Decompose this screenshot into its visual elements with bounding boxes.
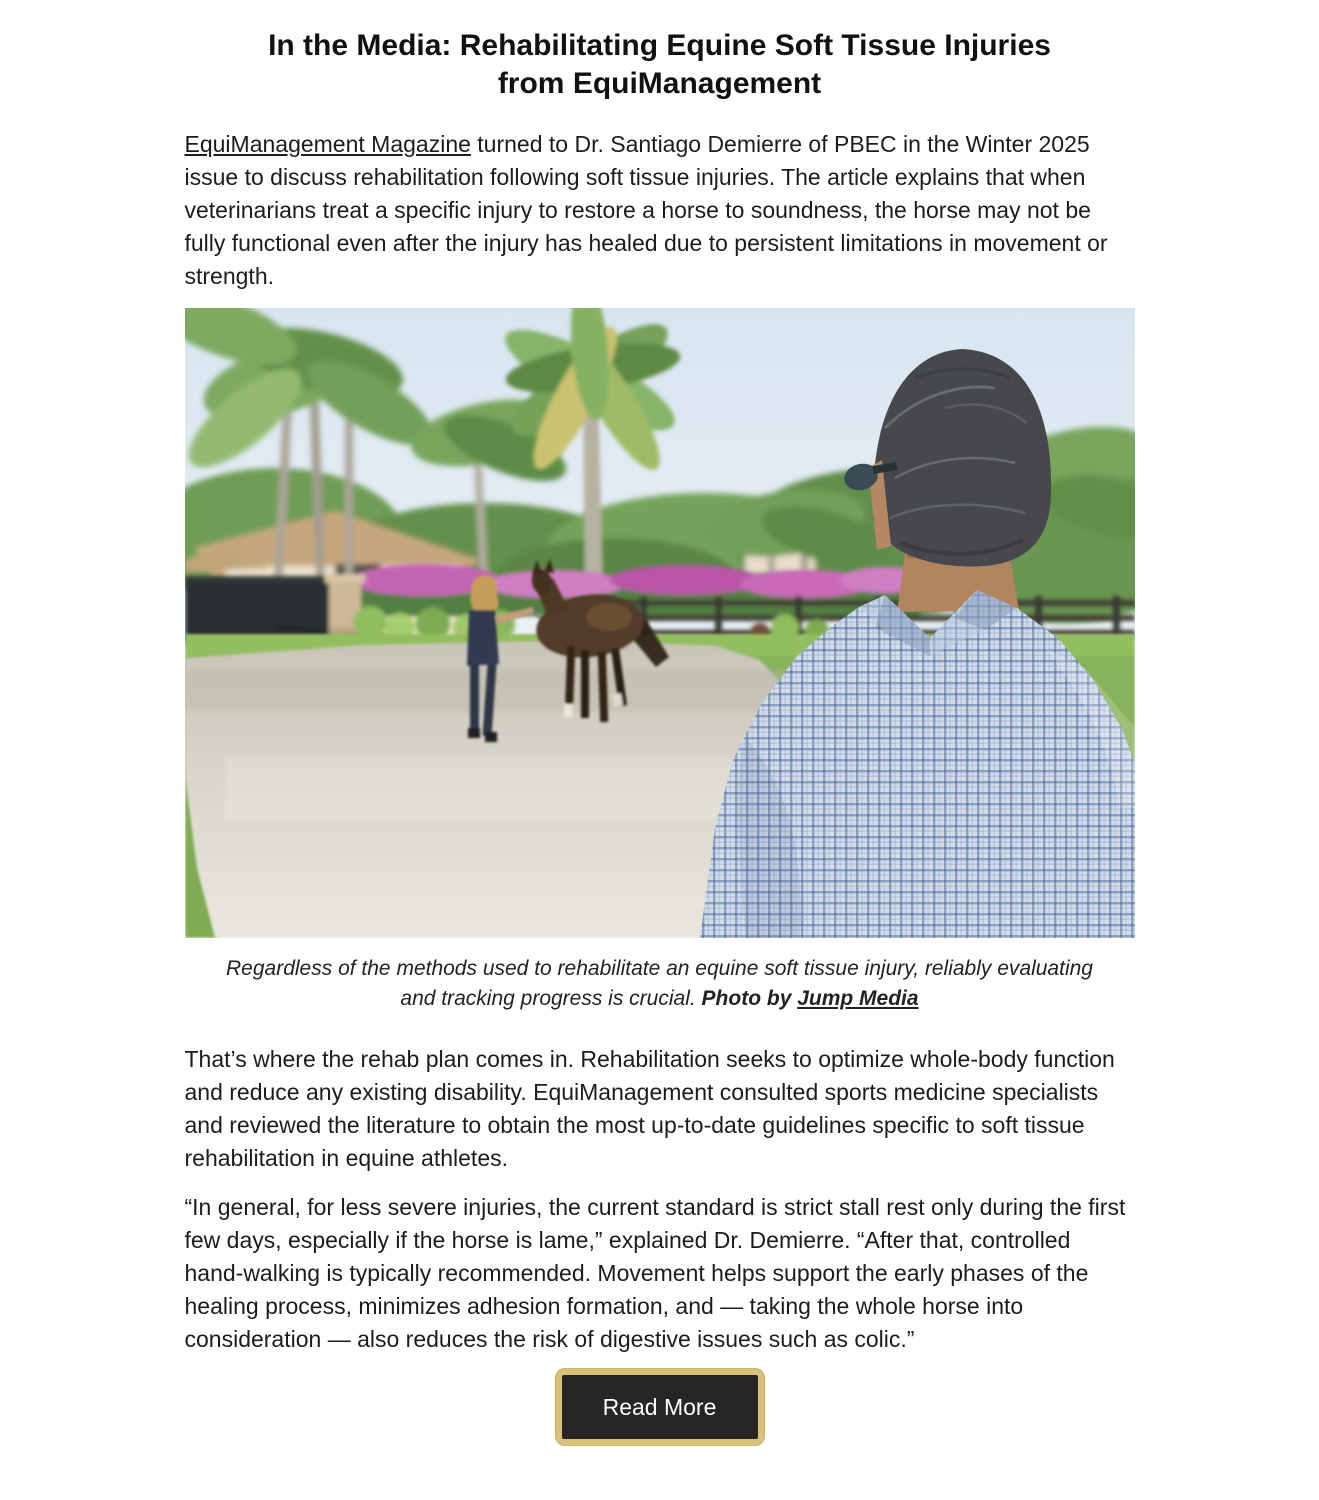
photo-caption (209, 954, 1111, 1014)
paragraph-intro (185, 128, 1135, 293)
page-title-line1: In the Media: Rehabilitating Equine Soft Tissue Injuries (268, 29, 1051, 62)
caption-text: Regardless of the methods used to rehabilitate an equine soft tissue injury, reliably evaluating and tracking progress is crucial. (226, 957, 1093, 1010)
read-more-frame (555, 1368, 765, 1446)
equimanagement-magazine-link[interactable]: EquiManagement Magazine (184, 131, 471, 157)
read-more-row (185, 1368, 1135, 1464)
jump-media-link[interactable]: Jump Media (797, 987, 919, 1010)
page-title-line2: from EquiManagement (497, 67, 822, 100)
read-more-button[interactable]: Read More (562, 1375, 758, 1439)
photo-wash (185, 308, 1135, 938)
article-photo (185, 308, 1135, 938)
paragraph-rehab-plan: That’s where the rehab plan comes in. Rehabilitation seeks to optimize whole-body function and reduce any existing disability. EquiManagement consulted sports medicine specialists and reviewed the literature to obtain the most up-to-date guidelines specific to soft tissue rehabilitation in equine athletes. (184, 1046, 1115, 1171)
article-content (185, 27, 1135, 1464)
paragraph-intro-text: turned to Dr. Santiago Demierre of PBEC in the Winter 2025 issue to discuss rehabilitation following soft tissue injuries. The article explains that when veterinarians treat a specific injury to restore a horse to soundness, the horse may not be fully functional even after the injury has healed due to persistent limitations in movement or strength. (184, 131, 1108, 289)
paragraph-quote: “In general, for less severe injuries, the current standard is strict stall rest only during the first few days, especially if the horse is lame,” explained Dr. Demierre. “After that, controlled hand-walking is typically recommended. Movement helps support the early phases of the healing process, minimizes adhesion formation, and — taking the whole horse into consideration — also reduces the risk of digestive issues such as colic.” (184, 1194, 1126, 1352)
caption-credit-prefix: Photo by (701, 987, 798, 1010)
page-title (185, 27, 1135, 103)
farm-scene-photo (185, 308, 1135, 938)
